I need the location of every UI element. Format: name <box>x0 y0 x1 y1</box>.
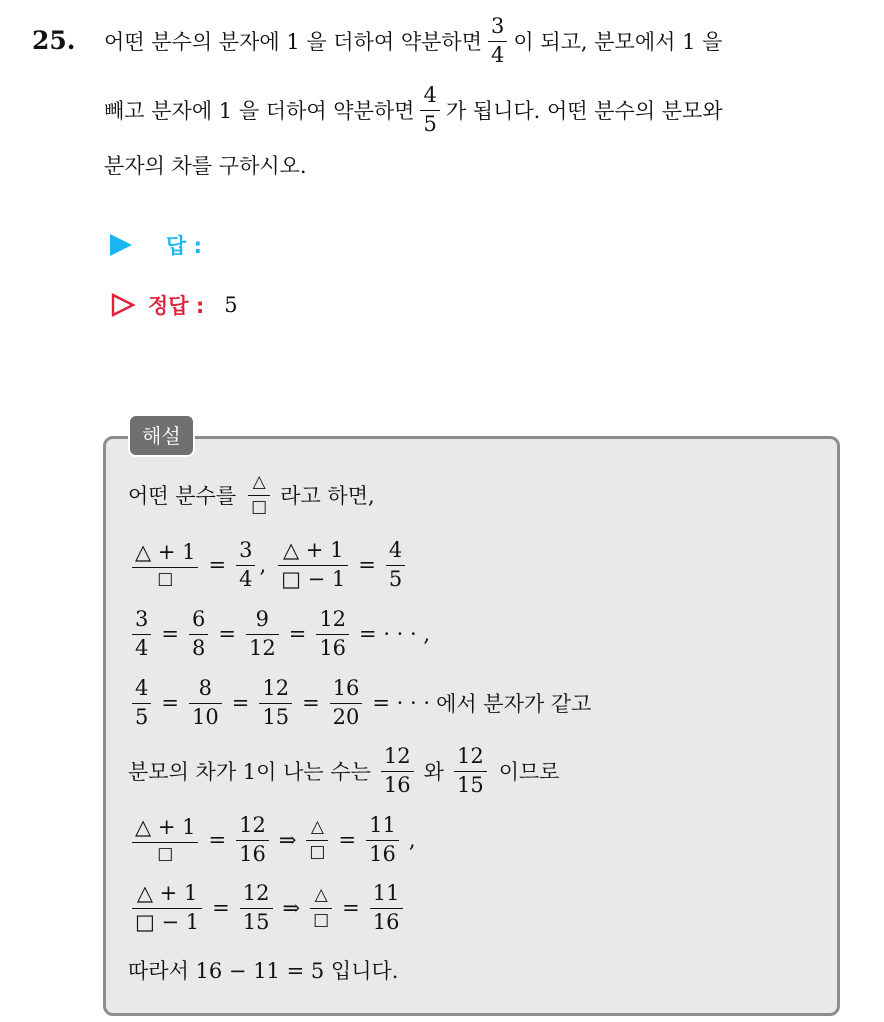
fraction: $\frac{16}{20}$ <box>330 678 363 728</box>
square-symbol: □ <box>251 497 268 517</box>
fraction: $\frac{3}{4}$ <box>236 540 255 590</box>
correct-answer-value: 5 <box>224 293 238 317</box>
implies-arrow: ⇒ <box>278 828 297 852</box>
fraction: $\frac{12}{16}$ <box>316 609 349 659</box>
question-text: 이 되고, 분모에서 1 을 <box>513 30 723 54</box>
solution-text: 이므로 <box>498 760 560 784</box>
solution-conclusion: 따라서 16 − 11 = 5 입니다. <box>128 959 399 983</box>
fraction: $\frac{6}{8}$ <box>189 609 208 659</box>
question-line-3 <box>104 150 307 180</box>
solution-line-7: $\frac{\triangle + 1}{□ - 1}$ = $\frac{12}{15}$ ⇒ $\frac{\triangle}{□}$ = $\frac{11}{16}$ <box>128 883 407 933</box>
answer-row <box>110 230 202 260</box>
question-text: 어떤 분수의 분자에 1 을 더하여 약분하면 <box>104 30 482 54</box>
play-arrow-icon <box>110 234 132 256</box>
question-text: 가 됩니다. 어떤 분수의 분모와 <box>445 99 723 123</box>
question-text: 빼고 분자에 1 을 더하여 약분하면 <box>104 99 415 123</box>
fraction-tri-plus-1-over-square: $\frac{\triangle + 1}{□}$ <box>132 817 198 863</box>
fraction-tri-over-square: $\frac{\triangle}{□}$ <box>306 819 328 861</box>
solution-line-3: $\frac{3}{4}$ = $\frac{6}{8}$ = $\frac{9}{12}$ = $\frac{12}{16}$ = · · · , <box>128 609 436 659</box>
solution-text: 에서 분자가 같고 <box>436 692 592 716</box>
solution-line-8 <box>128 955 398 985</box>
solution-line-1 <box>128 474 375 516</box>
solution-tag: 해설 <box>128 414 195 457</box>
fraction: $\frac{4}{5}$ <box>386 540 405 590</box>
solution-line-6: $\frac{\triangle + 1}{□}$ = $\frac{12}{16}$ ⇒ $\frac{\triangle}{□}$ = $\frac{11}{16}$ , <box>128 815 416 865</box>
solution-text: 라고 하면, <box>280 484 375 508</box>
denominator: 4 <box>491 43 505 67</box>
numerator: 3 <box>491 14 505 38</box>
question-number: 25. <box>32 26 76 55</box>
fraction-tri-over-square <box>248 474 270 516</box>
solution-text: 분모의 차가 1이 나는 수는 <box>128 760 371 784</box>
triangle-symbol: △ <box>252 472 266 492</box>
correct-answer-row <box>110 290 238 320</box>
fraction: $\frac{12}{16}$ <box>381 746 414 796</box>
fraction: $\frac{11}{16}$ <box>370 883 403 933</box>
fraction: $\frac{12}{15}$ <box>454 746 487 796</box>
solution-line-5: 분모의 차가 1이 나는 수는 $\frac{12}{16}$ 와 $\frac{12}{15}$ 이므로 <box>128 744 560 797</box>
fraction-tri-plus-1-over-square: $\frac{\triangle + 1}{□}$ <box>132 542 198 588</box>
numerator: 4 <box>423 83 437 107</box>
fraction: $\frac{12}{15}$ <box>240 883 273 933</box>
fraction: $\frac{8}{10}$ <box>189 678 222 728</box>
answer-label: 답 : <box>166 234 202 258</box>
implies-arrow: ⇒ <box>282 896 301 920</box>
outline-arrow-icon <box>110 292 136 318</box>
denominator: 5 <box>423 112 437 136</box>
question-line-2 <box>104 85 723 135</box>
fraction: $\frac{9}{12}$ <box>246 609 279 659</box>
fraction: $\frac{4}{5}$ <box>132 678 151 728</box>
fraction-tri-plus-1-over-square-minus-1: $\frac{\triangle + 1}{□ - 1}$ <box>132 883 202 933</box>
fraction: $\frac{11}{16}$ <box>366 815 399 865</box>
question-line-1 <box>104 16 722 66</box>
fraction-three-quarters <box>488 16 507 66</box>
question-text: 분자의 차를 구하시오. <box>104 154 307 178</box>
solution-text: 어떤 분수를 <box>128 484 237 508</box>
solution-line-2: $\frac{\triangle + 1}{□}$ = $\frac{3}{4}$ , $\frac{\triangle + 1}{□ - 1}$ = $\frac{4}{5}$ <box>128 540 409 590</box>
fraction: $\frac{12}{16}$ <box>236 815 269 865</box>
fraction: $\frac{3}{4}$ <box>132 609 151 659</box>
fraction-four-fifths <box>420 85 439 135</box>
solution-line-4: $\frac{4}{5}$ = $\frac{8}{10}$ = $\frac{12}{15}$ = $\frac{16}{20}$ = · · · 에서 분자가 같고 <box>128 678 591 728</box>
fraction-tri-plus-1-over-square-minus-1: $\frac{\triangle + 1}{□ - 1}$ <box>278 540 348 590</box>
correct-answer-label: 정답 : <box>148 294 205 318</box>
fraction-tri-over-square: $\frac{\triangle}{□}$ <box>310 887 332 929</box>
fraction: $\frac{12}{15}$ <box>259 678 292 728</box>
